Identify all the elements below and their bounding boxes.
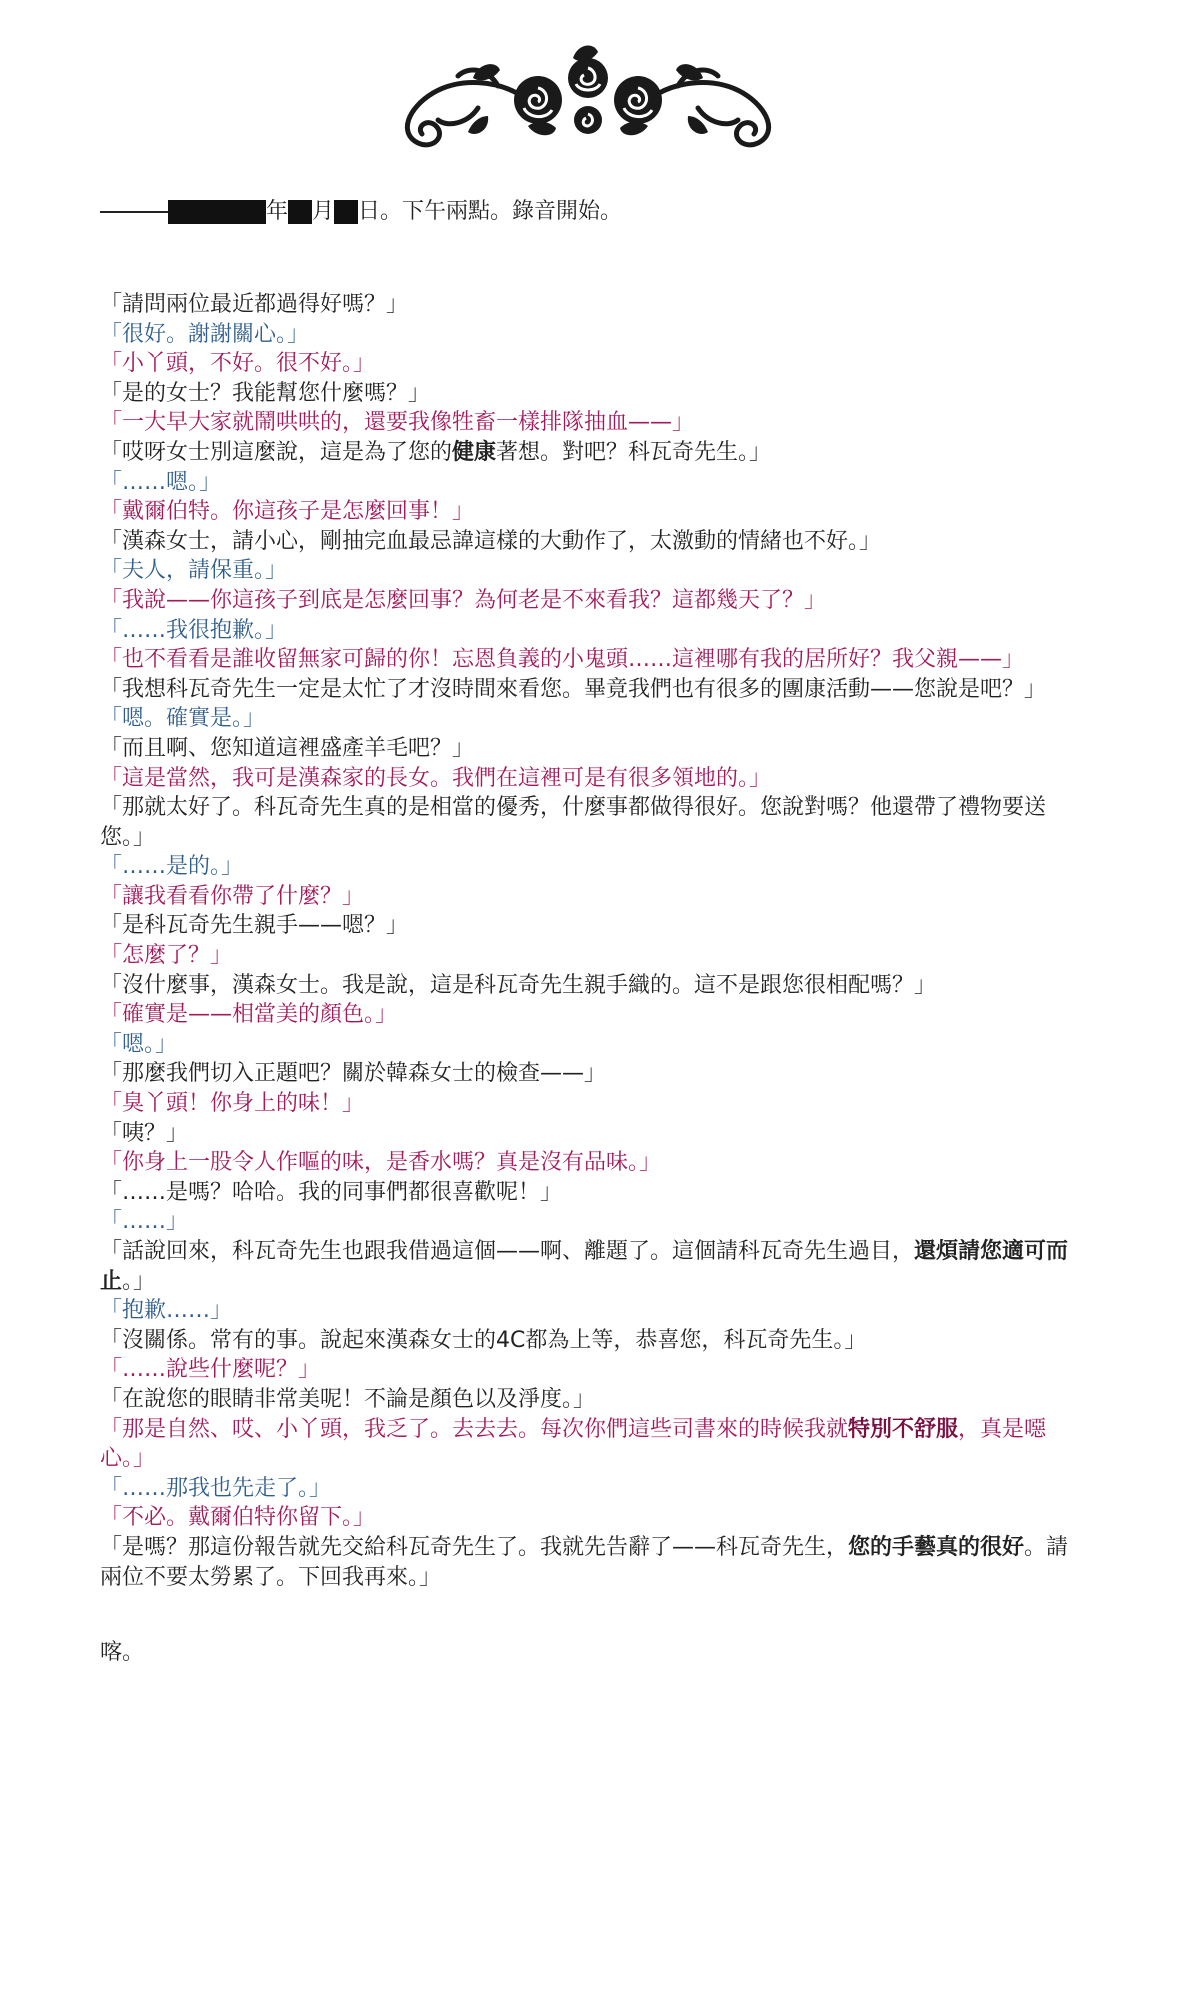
header-year-char: 年 [266, 199, 289, 225]
spacer [100, 1592, 1090, 1638]
spacer [100, 228, 1090, 290]
dialogue-line-kovacs [100, 556, 1090, 586]
line-text: 「咦？」 [100, 1120, 189, 1146]
dialogue-line-lady [100, 408, 1090, 438]
emphasis-text: 健康 [452, 439, 497, 465]
dialogue-line-kovacs [100, 616, 1090, 646]
emphasis-text: 您的手藝真的很好 [848, 1534, 1025, 1560]
dialogue-line-lady [100, 497, 1090, 527]
dialogue-line-staff [100, 290, 1090, 320]
line-text: 「沒關係。常有的事。說起來漢森女士的4C都為上等，恭喜您，科瓦奇先生。」 [100, 1327, 867, 1353]
line-text: 。」 [122, 1268, 156, 1294]
line-text: 「……是嗎？哈哈。我的同事們都很喜歡呢！」 [100, 1179, 563, 1205]
line-text: 「哎呀女士別這麼說，這是為了您的 [100, 439, 453, 465]
line-text: 著想。對吧？科瓦奇先生。」 [496, 439, 772, 465]
dialogue-line-kovacs [100, 468, 1090, 498]
redacted-day [334, 200, 358, 224]
dialogue-line-kovacs [100, 852, 1090, 882]
dialogue-line-staff [100, 971, 1090, 1001]
line-text: 「嗯。確實是。」 [100, 706, 266, 732]
line-text: 「不必。戴爾伯特你留下。」 [100, 1505, 376, 1531]
dialogue-line-lady [100, 1355, 1090, 1385]
line-text: 「嗯。」 [100, 1031, 178, 1057]
dialogue-line-staff [100, 1119, 1090, 1149]
transcript [100, 196, 1090, 1668]
line-text: 「戴爾伯特。你這孩子是怎麼回事！」 [100, 499, 475, 525]
line-text: 「這是當然，我可是漢森家的長女。我們在這裡可是有很多領地的。」 [100, 765, 772, 791]
line-text: 「抱歉……」 [100, 1298, 233, 1324]
header-rest: 日。下午兩點。錄音開始。 [358, 199, 623, 225]
rose-vine-ornament-icon [378, 38, 798, 160]
dialogue-line-staff [100, 734, 1090, 764]
line-text: 「漢森女士，請小心，剛抽完血最忌諱這樣的大動作了，太激動的情緒也不好。」 [100, 528, 882, 554]
header-dash [100, 211, 150, 213]
line-text: 「也不看看是誰收留無家可歸的你！忘恩負義的小鬼頭……這裡哪有我的居所好？我父親——」 [100, 647, 1025, 673]
line-text: 「那就太好了。科瓦奇先生真的是相當的優秀，什麼事都做得很好。您說對嗎？他還帶了禮物要送您。」 [100, 795, 1047, 850]
line-text: 「……嗯。」 [100, 469, 222, 495]
line-text: 「確實是——相當美的顏色。」 [100, 1002, 398, 1028]
dialogue-line-lady [100, 1415, 1090, 1474]
line-text: 「請問兩位最近都過得好嗎？」 [100, 292, 409, 317]
dialogue-line-lady [100, 941, 1090, 971]
line-text: 。請兩位不要太勞累了。下回我再來。」 [100, 1534, 1069, 1590]
line-text: 「我說——你這孩子到底是怎麼回事？為何老是不來看我？這都幾天了？」 [100, 587, 827, 613]
line-text: 「是科瓦奇先生親手——嗯？」 [100, 913, 409, 939]
line-text: 「沒什麼事，漢森女士。我是說，這是科瓦奇先生親手織的。這不是跟您很相配嗎？」 [100, 972, 937, 998]
dialogue-line-lady [100, 1503, 1090, 1533]
line-text: ，真是噁心。」 [100, 1416, 1047, 1472]
line-text: 「一大早大家就鬧哄哄的，還要我像牲畜一樣排隊抽血——」 [100, 410, 695, 436]
dialogue-line-staff [100, 675, 1090, 705]
dialogue-line-kovacs [100, 320, 1090, 350]
redacted-month [288, 200, 312, 224]
dialogue-line-lady [100, 645, 1090, 675]
dialogue-line-staff [100, 1533, 1090, 1592]
dialogue-line-kovacs [100, 1474, 1090, 1504]
dialogue-line-staff [100, 1326, 1090, 1356]
line-text: 「讓我看看你帶了什麼？」 [100, 883, 365, 909]
header-dash [150, 211, 168, 213]
line-text: 「……是的。」 [100, 854, 244, 880]
line-text: 「話說回來，科瓦奇先生也跟我借過這個——啊、離題了。這個請科瓦奇先生過目， [100, 1239, 915, 1264]
dialogue-line-staff [100, 438, 1090, 468]
line-text: 「……說些什麼呢？」 [100, 1357, 321, 1383]
dialogue-line-staff [100, 1059, 1090, 1089]
line-text: 「而且啊、您知道這裡盛產羊毛吧？」 [100, 735, 475, 761]
dialogue-line-kovacs [100, 1030, 1090, 1060]
dialogue-line-lady [100, 349, 1090, 379]
line-text: 「臭丫頭！你身上的味！」 [100, 1091, 365, 1117]
dialogue-line-staff [100, 1178, 1090, 1208]
dialogue-line-staff [100, 793, 1090, 852]
line-text: 「那是自然、哎、小丫頭，我乏了。去去去。每次你們這些司書來的時候我就 [100, 1416, 849, 1442]
line-text: 「……我很抱歉。」 [100, 617, 288, 643]
line-text: 「小丫頭，不好。很不好。」 [100, 351, 376, 377]
dialogue-line-lady [100, 764, 1090, 794]
dialogue-line-staff [100, 911, 1090, 941]
dialogue-line-kovacs [100, 704, 1090, 734]
line-text: 「是嗎？那這份報告就先交給科瓦奇先生了。我就先告辭了——科瓦奇先生， [100, 1534, 849, 1560]
line-text: 「是的女士？我能幫您什麼嗎？」 [100, 380, 431, 406]
dialogue-line-staff [100, 1385, 1090, 1415]
emphasis-text: 特別不舒服 [848, 1416, 959, 1442]
dialogue-line-lady [100, 1000, 1090, 1030]
redacted-year [168, 200, 266, 224]
line-text: 「怎麼了？」 [100, 943, 233, 969]
dialogue-line-lady [100, 882, 1090, 912]
dialogue-line-staff [100, 1237, 1090, 1296]
dialogue-line-lady [100, 1089, 1090, 1119]
dialogue-line-staff [100, 379, 1090, 409]
line-text: 「很好。謝謝關心。」 [100, 321, 310, 347]
line-text: 「……那我也先走了。」 [100, 1475, 332, 1501]
recording-header [100, 196, 1090, 228]
dialogue-line-staff [100, 527, 1090, 557]
header-month-char: 月 [312, 199, 335, 225]
dialogue-line-lady [100, 586, 1090, 616]
line-text: 「你身上一股令人作嘔的味，是香水嗎？真是沒有品味。」 [100, 1150, 662, 1176]
line-text: 「在說您的眼睛非常美呢！不論是顏色以及淨度。」 [100, 1386, 596, 1412]
line-text: 「夫人，請保重。」 [100, 558, 288, 584]
dialogue-line-kovacs [100, 1207, 1090, 1237]
emphasis-text: 還煩請您適可而止 [100, 1239, 1069, 1294]
line-text: 「那麼我們切入正題吧？關於韓森女士的檢查——」 [100, 1061, 607, 1087]
dialogue-line-lady [100, 1148, 1090, 1178]
dialogue-list [100, 290, 1090, 1592]
line-text: 「……」 [100, 1209, 189, 1235]
dialogue-line-kovacs [100, 1296, 1090, 1326]
recording-end: 喀。 [100, 1640, 145, 1666]
line-text: 「我想科瓦奇先生一定是太忙了才沒時間來看您。畢竟我們也有很多的團康活動——您說是吧？」 [100, 676, 1047, 702]
